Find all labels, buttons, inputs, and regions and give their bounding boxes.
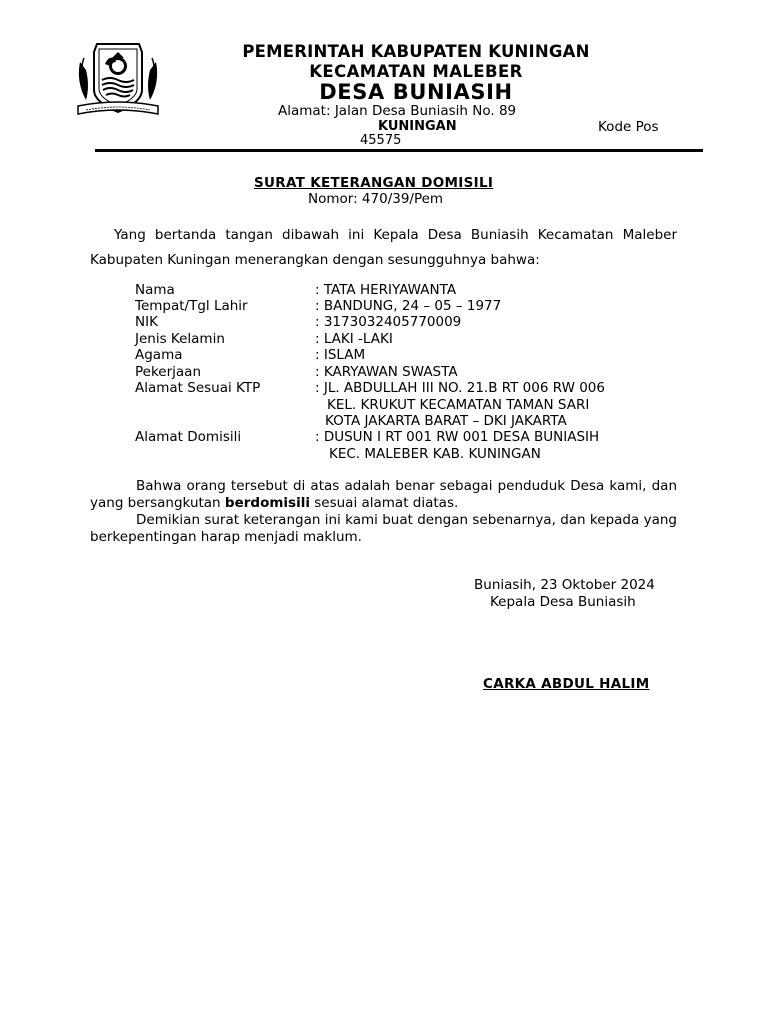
signer-position: Kepala Desa Buniasih <box>490 594 636 610</box>
closing-paragraph: Demikian surat keterangan ini kami buat dengan sebenarnya, dan kepada yang berkepentingan harap menjadi maklum. <box>90 512 677 545</box>
identity-value: : DUSUN I RT 001 RW 001 DESA BUNIASIH <box>315 429 600 445</box>
identity-value: : LAKI -LAKI <box>315 331 393 347</box>
identity-label: Jenis Kelamin <box>135 331 225 347</box>
identity-label: Pekerjaan <box>135 364 202 380</box>
letterhead-divider <box>95 149 703 152</box>
address-city: KUNINGAN <box>378 119 457 134</box>
identity-label: Tempat/Tgl Lahir <box>135 298 248 314</box>
identity-value: : TATA HERIYAWANTA <box>315 282 457 298</box>
postal-code: 45575 <box>360 133 402 148</box>
emphasis-text: berdomisili <box>224 495 310 511</box>
government-heading: PEMERINTAH KABUPATEN KUNINGAN <box>242 42 590 61</box>
kuningan-regency-emblem-icon <box>72 40 164 122</box>
opening-paragraph: Yang bertanda tangan dibawah ini Kepala Desa Buniasih Kecamatan Maleber Kabupaten Kuningan menerangkan dengan sesungguhnya bahwa: <box>90 227 677 268</box>
postal-code-label: Kode Pos <box>598 119 659 135</box>
identity-value-continued: KOTA JAKARTA BARAT – DKI JAKARTA <box>325 413 567 429</box>
identity-label: NIK <box>135 314 158 330</box>
identity-value-continued: KEL. KRUKUT KECAMATAN TAMAN SARI <box>327 397 590 413</box>
village-heading: DESA BUNIASIH <box>319 80 513 104</box>
place-date: Buniasih, 23 Oktober 2024 <box>474 577 655 593</box>
document-title: SURAT KETERANGAN DOMISILI <box>254 175 494 191</box>
identity-label: Agama <box>135 347 183 363</box>
document-number: Nomor: 470/39/Pem <box>308 191 444 207</box>
identity-label: Alamat Domisili <box>135 429 242 445</box>
identity-value: : JL. ABDULLAH III NO. 21.B RT 006 RW 006 <box>315 380 605 396</box>
identity-value: : 3173032405770009 <box>315 314 462 330</box>
identity-value: : ISLAM <box>315 347 366 363</box>
identity-label: Nama <box>135 282 175 298</box>
identity-value-continued: KEC. MALEBER KAB. KUNINGAN <box>329 446 541 462</box>
statement-paragraph: Bahwa orang tersebut di atas adalah benar sebagai penduduk Desa kami, dan yang bersangkutan berdomisili sesuai alamat diatas. <box>90 478 677 511</box>
signer-name: CARKA ABDUL HALIM <box>483 676 650 692</box>
identity-label: Alamat Sesuai KTP <box>135 380 261 396</box>
district-heading: KECAMATAN MALEBER <box>309 62 523 81</box>
identity-value: : BANDUNG, 24 – 05 – 1977 <box>315 298 502 314</box>
address-line: Alamat: Jalan Desa Buniasih No. 89 <box>278 103 517 119</box>
identity-value: : KARYAWAN SWASTA <box>315 364 458 380</box>
